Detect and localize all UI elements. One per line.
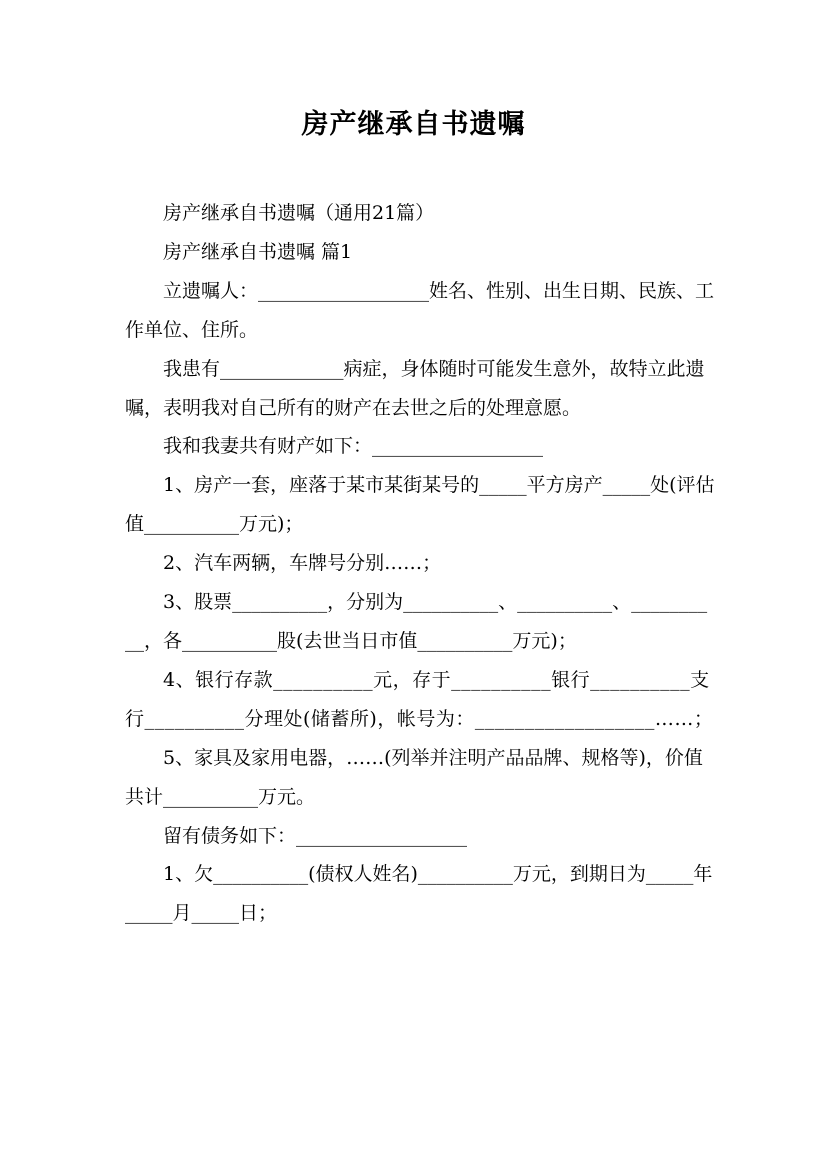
paragraph-debts: 留有债务如下：__________________ — [163, 824, 468, 847]
paragraph-subtitle: 房产继承自书遗嘱（通用21篇） — [163, 202, 435, 224]
paragraph-item-stocks: 3、股票__________，分别为__________、__________、__________，各__________股(去世当日市值__________万元)； — [125, 591, 708, 652]
paragraph-testator: 立遗嘱人：__________________姓名、性别、出生日期、民族、工作单位、住所。 — [125, 279, 715, 341]
paragraph-item-deposits: 4、银行存款__________元，存于__________银行__________支行__________分理处(储蓄所)，帐号为：__________________……； — [125, 668, 714, 730]
paragraph-item-furniture: 5、家具及家用电器，……(列举并注明产品品牌、规格等)，价值共计__________万元。 — [125, 746, 703, 808]
document-title: 房产继承自书遗嘱 — [301, 109, 526, 140]
paragraph-item-house: 1、房产一套，座落于某市某街某号的_____平方房产_____处(评估值__________万元)； — [125, 474, 715, 536]
paragraph-debt-item: 1、欠__________(债权人姓名)__________万元，到期日为_____年_____月_____日； — [125, 863, 713, 925]
paragraph-item-cars: 2、汽车两辆，车牌号分别……； — [163, 552, 442, 575]
paragraph-joint-property: 我和我妻共有财产如下：__________________ — [163, 435, 544, 458]
document-body — [125, 194, 715, 933]
paragraph-section-heading: 房产继承自书遗嘱 篇1 — [163, 240, 353, 263]
paragraph-illness: 我患有_____________病症，身体随时可能发生意外，故特立此遗嘱，表明我对自己所有的财产在去世之后的处理意愿。 — [125, 357, 705, 419]
